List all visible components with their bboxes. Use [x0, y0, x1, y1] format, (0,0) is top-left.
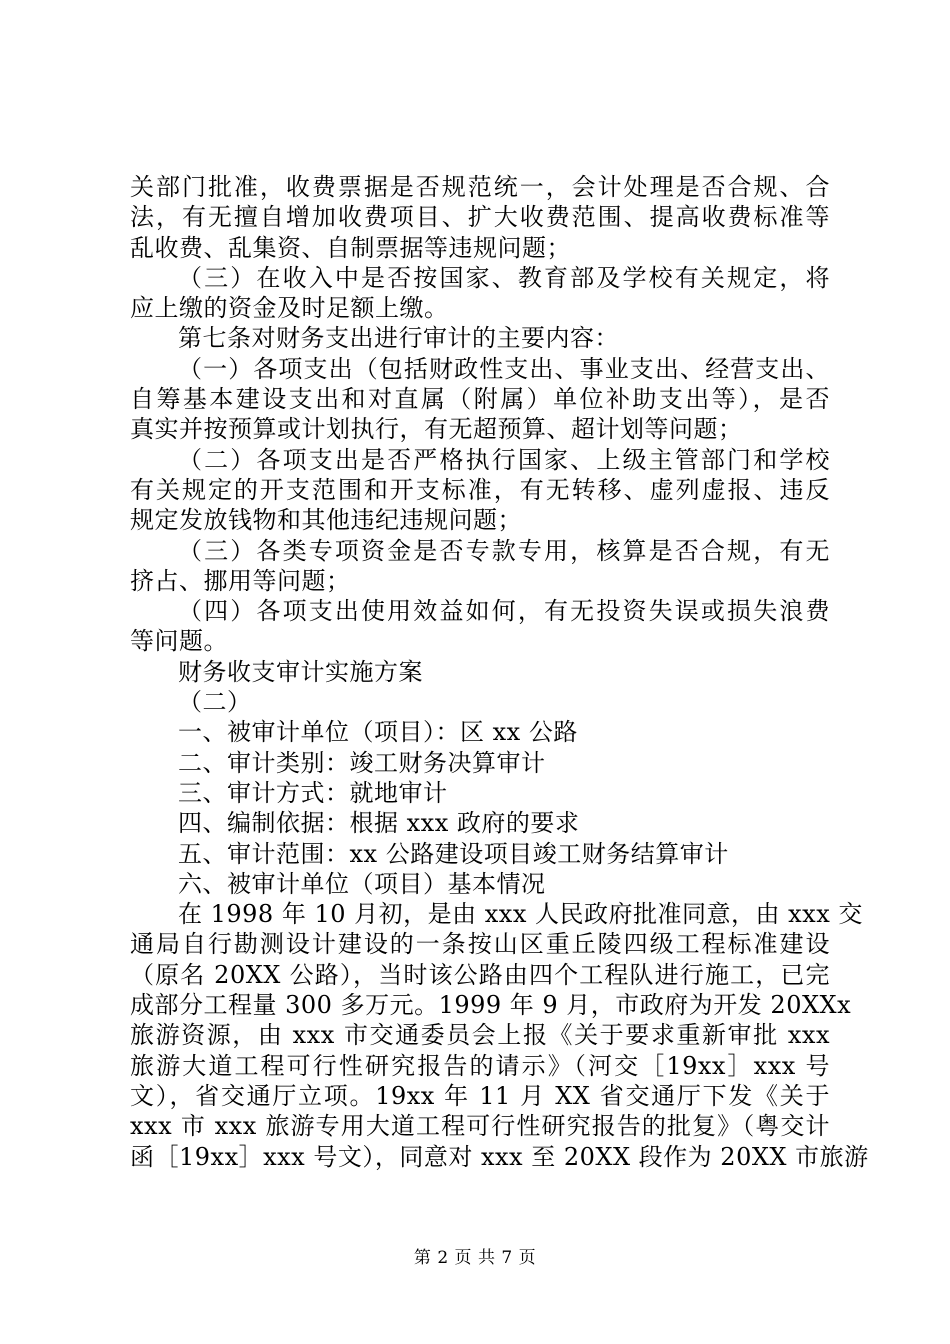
text-line: （四）各项支出使用效益如何，有无投资失误或损失浪费 — [178, 597, 830, 626]
text-line: 法，有无擅自增加收费项目、扩大收费范围、提高收费标准等 — [130, 203, 830, 232]
text-line: 真实并按预算或计划执行，有无超预算、超计划等问题； — [130, 415, 743, 444]
text-line: 文），省交通厅立项。19xx 年 11 月 XX 省交通厅下发《关于 — [130, 1081, 830, 1110]
text-line: 六、被审计单位（项目）基本情况 — [178, 869, 546, 898]
text-line: 四、编制依据：根据 xxx 政府的要求 — [178, 809, 580, 838]
text-line: 挤占、挪用等问题； — [130, 566, 351, 595]
page-number-footer: 第 2 页 共 7 页 — [413, 1248, 537, 1268]
text-line: xxx 市 xxx 旅游专用大道工程可行性研究报告的批复》（粤交计 — [130, 1112, 830, 1141]
text-line: 一、被审计单位（项目）：区 xx 公路 — [178, 718, 578, 747]
text-line: 二、审计类别：竣工财务决算审计 — [178, 748, 546, 777]
text-line: 旅游大道工程可行性研究报告的请示》（河交［19xx］xxx 号 — [130, 1051, 830, 1080]
text-line: 有关规定的开支范围和开支标准，有无转移、虚列虚报、违反 — [130, 475, 830, 504]
text-line: 通局自行勘测设计建设的一条按山区重丘陵四级工程标准建设 — [130, 930, 830, 959]
text-line: 自筹基本建设支出和对直属（附属）单位补助支出等），是否 — [130, 385, 830, 414]
text-line: 五、审计范围：xx 公路建设项目竣工财务结算审计 — [178, 839, 729, 868]
text-line: 关部门批准，收费票据是否规范统一，会计处理是否合规、合 — [130, 173, 830, 201]
section-number: （二） — [178, 688, 252, 717]
text-line: 旅游资源，由 xxx 市交通委员会上报《关于要求重新审批 xxx — [130, 1021, 830, 1050]
text-line: 等问题。 — [130, 627, 228, 656]
text-line: （二）各项支出是否严格执行国家、上级主管部门和学校 — [178, 445, 830, 474]
text-line: （原名 20XX 公路），当时该公路由四个工程队进行施工，已完 — [130, 960, 830, 989]
text-line: 三、审计方式：就地审计 — [178, 778, 448, 807]
body-text — [130, 172, 869, 1172]
text-line: 成部分工程量 300 多万元。1999 年 9 月，市政府为开发 20XXx — [130, 991, 852, 1020]
text-line: （一）各项支出（包括财政性支出、事业支出、经营支出、 — [178, 354, 830, 383]
text-line: （三）各类专项资金是否专款专用，核算是否合规，有无 — [178, 536, 830, 565]
text-line: 应上缴的资金及时足额上缴。 — [130, 294, 449, 323]
text-line: 规定发放钱物和其他违纪违规问题； — [130, 506, 522, 535]
text-line: （三）在收入中是否按国家、教育部及学校有关规定，将 — [178, 263, 830, 292]
text-line: 函［19xx］xxx 号文），同意对 xxx 至 20XX 段作为 20XX 市旅游 — [130, 1142, 869, 1171]
text-line: 乱收费、乱集资、自制票据等违规问题； — [130, 233, 571, 262]
text-line: 在 1998 年 10 月初，是由 xxx 人民政府批准同意，由 xxx 交 — [178, 900, 863, 929]
section-title: 财务收支审计实施方案 — [178, 657, 423, 686]
text-line: 第七条对财务支出进行审计的主要内容： — [178, 324, 619, 353]
